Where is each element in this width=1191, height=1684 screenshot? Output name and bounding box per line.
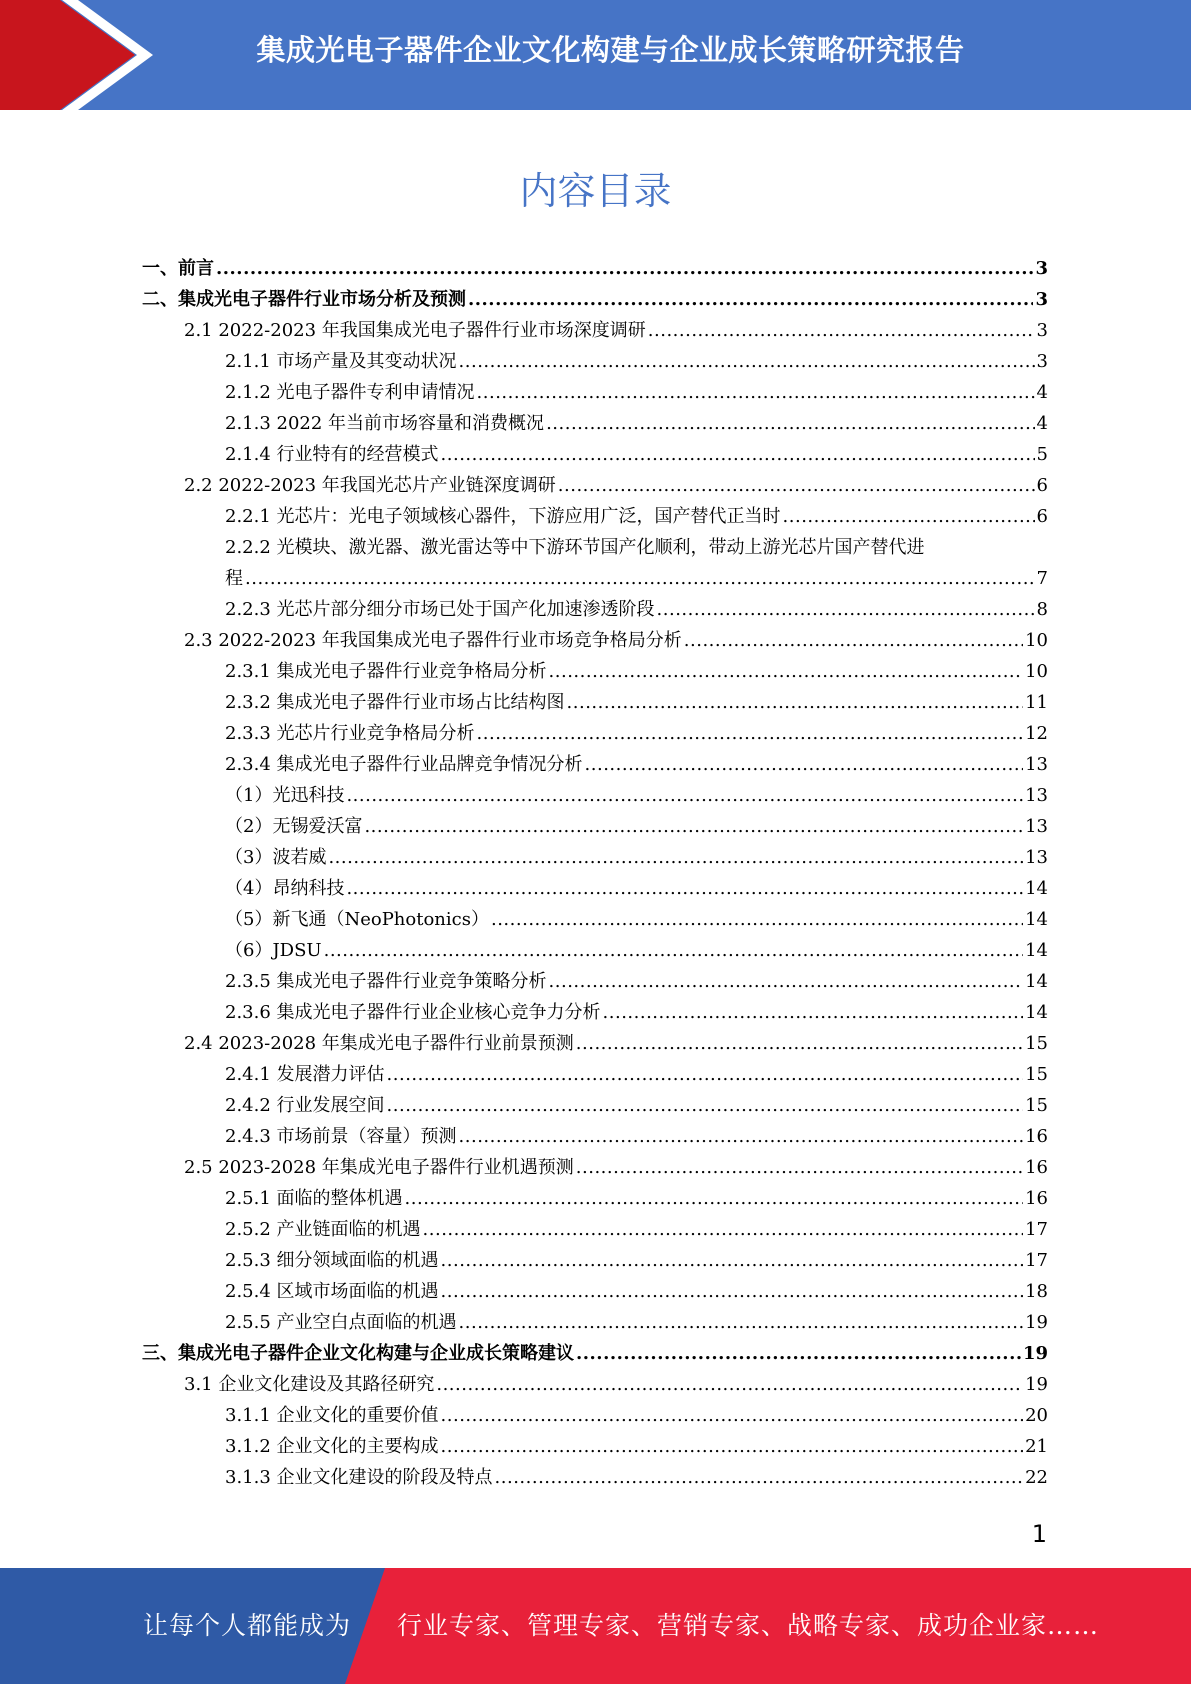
toc-entry[interactable] xyxy=(225,656,1048,687)
toc-entry[interactable] xyxy=(225,1214,1048,1245)
toc-leader-dots xyxy=(441,439,1035,470)
toc-leader-dots xyxy=(477,377,1035,408)
toc-entry-label: 2.4.3 市场前景（容量）预测 xyxy=(225,1126,457,1147)
toc-entry[interactable] xyxy=(225,1245,1048,1276)
toc-entry-label: （1）光迅科技 xyxy=(225,785,345,806)
toc-leader-dots xyxy=(546,408,1034,439)
page-number: 1 xyxy=(1031,1520,1047,1548)
toc-entry[interactable] xyxy=(184,1152,1048,1183)
toc-entry-page: 14 xyxy=(1025,909,1048,930)
toc-entry-page: 6 xyxy=(1036,506,1048,527)
toc-entry-page: 19 xyxy=(1025,1312,1048,1333)
toc-entry[interactable] xyxy=(225,935,1048,966)
toc-leader-dots xyxy=(549,966,1024,997)
toc-entry-page: 15 xyxy=(1025,1033,1048,1054)
toc-leader-dots xyxy=(405,1183,1024,1214)
toc-leader-dots xyxy=(603,997,1024,1028)
toc-entry-page: 4 xyxy=(1036,413,1048,434)
toc-leader-dots xyxy=(459,1307,1024,1338)
toc-entry-label: （2）无锡爱沃富 xyxy=(225,816,363,837)
toc-leader-dots xyxy=(576,1028,1023,1059)
toc-entry-page: 14 xyxy=(1025,971,1048,992)
toc-entry[interactable] xyxy=(225,1121,1048,1152)
toc-entry-label: 2.4 2023-2028 年集成光电子器件行业前景预测 xyxy=(184,1033,574,1054)
toc-entry[interactable] xyxy=(184,470,1048,501)
toc-entry[interactable] xyxy=(225,532,1048,594)
toc-entry-label: 2.1.4 行业特有的经营模式 xyxy=(225,444,439,465)
toc-entry-label: 2.1 2022-2023 年我国集成光电子器件行业市场深度调研 xyxy=(184,320,646,341)
toc-entry-page: 13 xyxy=(1025,754,1048,775)
toc-entry-page: 15 xyxy=(1025,1095,1048,1116)
toc-entry[interactable] xyxy=(225,873,1048,904)
toc-entry-page: 3 xyxy=(1035,258,1048,279)
toc-entry-page: 16 xyxy=(1025,1157,1048,1178)
toc-leader-dots xyxy=(576,1338,1021,1369)
toc-entry-page: 22 xyxy=(1025,1467,1048,1488)
toc-entry[interactable] xyxy=(225,842,1048,873)
toc-entry[interactable] xyxy=(225,408,1048,439)
toc-entry-page: 7 xyxy=(1036,568,1048,589)
toc-entry-page: 3 xyxy=(1036,351,1048,372)
toc-leader-dots xyxy=(567,687,1024,718)
toc-entry-page: 18 xyxy=(1025,1281,1048,1302)
toc-leader-dots xyxy=(657,594,1035,625)
toc-entry[interactable] xyxy=(225,1431,1048,1462)
toc-entry[interactable] xyxy=(225,1462,1048,1493)
toc-entry-label: 2.5.1 面临的整体机遇 xyxy=(225,1188,403,1209)
toc-entry[interactable] xyxy=(225,997,1048,1028)
toc-entry-label: 2.3.4 集成光电子器件行业品牌竞争情况分析 xyxy=(225,754,583,775)
toc-entry-label: （6）JDSU xyxy=(225,940,322,961)
toc-entry-label: （5）新飞通（NeoPhotonics） xyxy=(225,909,489,930)
toc-leader-dots xyxy=(585,749,1024,780)
toc-entry-page: 11 xyxy=(1025,692,1048,713)
toc-entry-label: （4）昂纳科技 xyxy=(225,878,345,899)
toc-leader-dots xyxy=(423,1214,1024,1245)
toc-leader-dots xyxy=(477,718,1024,749)
toc-entry-page: 16 xyxy=(1025,1188,1048,1209)
toc-entry-label: 2.3.1 集成光电子器件行业竞争格局分析 xyxy=(225,661,547,682)
toc-entry-label: 3.1.2 企业文化的主要构成 xyxy=(225,1436,439,1457)
toc-entry-page: 13 xyxy=(1025,847,1048,868)
toc-entry-label: 二、集成光电子器件行业市场分析及预测 xyxy=(142,289,466,310)
footer-left-text: 让每个人都能成为 xyxy=(143,1611,352,1640)
toc-leader-dots xyxy=(324,935,1023,966)
toc-leader-dots xyxy=(684,625,1023,656)
toc-entry-page: 3 xyxy=(1035,289,1048,310)
toc-entry-page: 8 xyxy=(1036,599,1048,620)
toc-entry-label: 3.1 企业文化建设及其路径研究 xyxy=(184,1374,435,1395)
footer-right-text: 行业专家、管理专家、营销专家、战略专家、成功企业家…… xyxy=(397,1611,1100,1640)
toc-leader-dots xyxy=(549,656,1024,687)
header-title: 集成光电子器件企业文化构建与企业成长策略研究报告 xyxy=(256,33,965,67)
toc-entry-label: 2.3.5 集成光电子器件行业竞争策略分析 xyxy=(225,971,547,992)
toc-leader-dots xyxy=(491,904,1023,935)
toc-leader-dots xyxy=(364,811,1023,842)
toc-entry-label: 2.3.2 集成光电子器件行业市场占比结构图 xyxy=(225,692,565,713)
toc-entry-page: 19 xyxy=(1022,1343,1048,1364)
toc-entry-page: 16 xyxy=(1025,1126,1048,1147)
toc-entry[interactable] xyxy=(225,1183,1048,1214)
toc-entry-label: 2.1.1 市场产量及其变动状况 xyxy=(225,351,457,372)
toc-entry-page: 6 xyxy=(1036,475,1048,496)
toc-leader-dots xyxy=(576,1152,1023,1183)
header-banner xyxy=(0,0,1191,110)
toc-entry[interactable] xyxy=(225,687,1048,718)
toc-entry[interactable] xyxy=(184,1369,1048,1400)
toc-entry[interactable] xyxy=(225,966,1048,997)
toc-entry-label: 2.5.4 区域市场面临的机遇 xyxy=(225,1281,439,1302)
toc-entry[interactable] xyxy=(225,904,1048,935)
toc-entry[interactable] xyxy=(142,1338,1048,1369)
toc-entry-label: 2.4.1 发展潜力评估 xyxy=(225,1064,385,1085)
toc-entry-label: 2.3.6 集成光电子器件行业企业核心竞争力分析 xyxy=(225,1002,601,1023)
toc-entry-page: 14 xyxy=(1025,940,1048,961)
toc-entry[interactable] xyxy=(225,1307,1048,1338)
toc-entry-page: 12 xyxy=(1025,723,1048,744)
toc-entry-label: 2.2 2022-2023 年我国光芯片产业链深度调研 xyxy=(184,475,556,496)
toc-entry[interactable] xyxy=(225,1090,1048,1121)
toc-entry-label: 2.1.2 光电子器件专利申请情况 xyxy=(225,382,475,403)
footer-banner xyxy=(0,1568,1191,1684)
toc-entry-page: 14 xyxy=(1025,1002,1048,1023)
toc-entry-page: 14 xyxy=(1025,878,1048,899)
toc-entry-page: 19 xyxy=(1025,1374,1048,1395)
toc-leader-dots xyxy=(328,842,1023,873)
toc-entry[interactable] xyxy=(225,1400,1048,1431)
toc-leader-dots xyxy=(346,873,1023,904)
toc-leader-dots xyxy=(459,346,1035,377)
toc-entry[interactable] xyxy=(142,284,1048,315)
toc-entry-page: 17 xyxy=(1025,1219,1048,1240)
toc-entry[interactable] xyxy=(142,253,1048,284)
toc-entry-page: 10 xyxy=(1025,661,1048,682)
toc-title: 内容目录 xyxy=(519,169,672,213)
toc-entry[interactable] xyxy=(225,594,1048,625)
toc-entry-label: 3.1.1 企业文化的重要价值 xyxy=(225,1405,439,1426)
toc-leader-dots xyxy=(468,284,1033,315)
toc-leader-dots xyxy=(459,1121,1024,1152)
toc-entry[interactable] xyxy=(225,780,1048,811)
toc-entry[interactable] xyxy=(225,1059,1048,1090)
toc-entry-page: 4 xyxy=(1036,382,1048,403)
toc-entry-label: 2.2.2 光模块、激光器、激光雷达等中下游环节国产化顺利，带动上游光芯片国产替代进 xyxy=(225,537,925,558)
toc-entry-page: 10 xyxy=(1025,630,1048,651)
toc-leader-dots xyxy=(558,470,1035,501)
toc-entry-page: 21 xyxy=(1025,1436,1048,1457)
toc-entry-page: 13 xyxy=(1025,816,1048,837)
toc-leader-dots xyxy=(783,501,1035,532)
toc-leader-dots xyxy=(346,780,1023,811)
toc-entry[interactable] xyxy=(184,1028,1048,1059)
toc-entry-label: 2.5.2 产业链面临的机遇 xyxy=(225,1219,421,1240)
toc-entry-label: 2.5.5 产业空白点面临的机遇 xyxy=(225,1312,457,1333)
toc-entry-page: 3 xyxy=(1036,320,1048,341)
toc-leader-dots xyxy=(387,1090,1024,1121)
toc-entry-page: 15 xyxy=(1025,1064,1048,1085)
toc-leader-dots xyxy=(648,315,1035,346)
toc-entry-label-continuation: 程 xyxy=(225,568,243,589)
toc-entry-page: 17 xyxy=(1025,1250,1048,1271)
toc-entry-label: 2.2.3 光芯片部分细分市场已处于国产化加速渗透阶段 xyxy=(225,599,655,620)
toc-entry[interactable] xyxy=(225,718,1048,749)
toc-leader-dots xyxy=(495,1462,1024,1493)
toc-entry-page: 5 xyxy=(1036,444,1048,465)
toc-entry[interactable] xyxy=(225,501,1048,532)
toc-entry-label: 2.1.3 2022 年当前市场容量和消费概况 xyxy=(225,413,545,434)
toc-entry[interactable] xyxy=(225,749,1048,780)
header-arrow-icon xyxy=(0,0,160,110)
toc-leader-dots xyxy=(245,563,1035,594)
toc-entry-label: 2.3.3 光芯片行业竞争格局分析 xyxy=(225,723,475,744)
toc-entry-label: 三、集成光电子器件企业文化构建与企业成长策略建议 xyxy=(142,1343,574,1364)
toc-leader-dots xyxy=(441,1276,1024,1307)
toc-leader-dots xyxy=(441,1400,1024,1431)
toc-entry-label: （3）波若威 xyxy=(225,847,327,868)
toc-entry-label: 3.1.3 企业文化建设的阶段及特点 xyxy=(225,1467,493,1488)
toc-entry[interactable] xyxy=(225,346,1048,377)
toc-entry-page: 13 xyxy=(1025,785,1048,806)
toc-entry[interactable] xyxy=(225,1276,1048,1307)
toc-entry[interactable] xyxy=(225,439,1048,470)
toc-entry[interactable] xyxy=(184,315,1048,346)
toc-entry-label: 一、前言 xyxy=(142,258,214,279)
toc-entry[interactable] xyxy=(225,811,1048,842)
toc-entry[interactable] xyxy=(225,377,1048,408)
toc-entry[interactable] xyxy=(184,625,1048,656)
toc-leader-dots xyxy=(436,1369,1023,1400)
toc-leader-dots xyxy=(216,253,1033,284)
toc-entry-page: 20 xyxy=(1025,1405,1048,1426)
toc-leader-dots xyxy=(441,1431,1024,1462)
toc-entry-label: 2.4.2 行业发展空间 xyxy=(225,1095,385,1116)
toc-entry-label: 2.3 2022-2023 年我国集成光电子器件行业市场竞争格局分析 xyxy=(184,630,682,651)
toc-entry-label: 2.5.3 细分领域面临的机遇 xyxy=(225,1250,439,1271)
toc-leader-dots xyxy=(441,1245,1024,1276)
toc-leader-dots xyxy=(387,1059,1024,1090)
toc-entry-label: 2.2.1 光芯片：光电子领域核心器件，下游应用广泛，国产替代正当时 xyxy=(225,506,781,527)
toc-entry-label: 2.5 2023-2028 年集成光电子器件行业机遇预测 xyxy=(184,1157,574,1178)
